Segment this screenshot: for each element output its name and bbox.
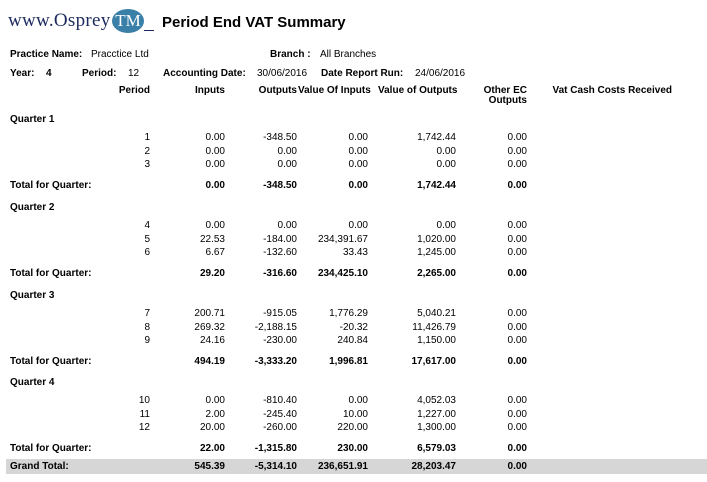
period-cell: 12 (138, 422, 150, 433)
col-value-outputs: Value of Outputs (378, 85, 458, 96)
quarter-name: Quarter 1 (10, 114, 55, 125)
osprey-logo (8, 8, 150, 34)
year-label: Year: (10, 68, 35, 79)
total-value-outputs: 2,265.00 (417, 268, 456, 279)
col-other-ec: Other EC (483, 85, 527, 96)
value-inputs-cell: 0.00 (348, 395, 368, 406)
value-inputs-cell: 220.00 (337, 422, 368, 433)
table-row (0, 247, 707, 261)
logo-underline (144, 30, 154, 31)
inputs-cell: 200.71 (194, 308, 225, 319)
value-inputs-cell: -20.32 (339, 321, 368, 333)
branch-value: All Branches (320, 49, 377, 60)
quarter-total-label: Total for Quarter: (10, 268, 92, 279)
outputs-cell: 0.00 (277, 145, 297, 157)
total-other-ec: 0.00 (507, 443, 527, 454)
value-inputs-cell: 1,776.29 (329, 308, 368, 319)
period-cell: 8 (144, 321, 150, 333)
value-outputs-cell: 1,245.00 (417, 247, 456, 258)
quarter-name: Quarter 3 (10, 290, 55, 301)
total-outputs: -1,315.80 (254, 443, 297, 454)
period-cell: 11 (139, 408, 150, 420)
outputs-cell: -132.60 (263, 247, 297, 258)
quarter-heading (0, 290, 707, 304)
period-cell: 3 (144, 159, 150, 170)
outputs-cell: -915.05 (263, 308, 297, 319)
inputs-cell: 0.00 (205, 159, 225, 170)
inputs-cell: 0.00 (205, 132, 225, 143)
total-other-ec: 0.00 (507, 180, 527, 191)
total-value-inputs: 230.00 (337, 443, 368, 454)
quarter-total-row (0, 356, 707, 370)
total-value-inputs: 1,996.81 (329, 356, 368, 367)
total-other-ec: 0.00 (507, 356, 527, 367)
value-inputs-cell: 10.00 (342, 408, 368, 420)
period-value: 12 (128, 68, 140, 79)
inputs-cell: 22.53 (199, 233, 225, 245)
inputs-cell: 0.00 (205, 145, 225, 157)
value-outputs-cell: 5,040.21 (417, 308, 456, 319)
value-outputs-cell: 1,150.00 (417, 335, 456, 346)
table-row (0, 322, 707, 336)
inputs-cell: 24.16 (199, 335, 225, 346)
outputs-cell: -230.00 (263, 335, 297, 346)
table-row (0, 234, 707, 248)
quarter-total-label: Total for Quarter: (10, 443, 92, 454)
period-label: Period: (82, 68, 117, 79)
outputs-cell: -348.50 (263, 132, 297, 143)
period-cell: 6 (144, 247, 150, 258)
table-row (0, 159, 707, 173)
table-row (0, 220, 707, 234)
inputs-cell: 6.67 (205, 247, 225, 258)
col-value-inputs: Value Of Inputs (298, 85, 371, 96)
outputs-cell: 0.00 (277, 159, 297, 170)
branch-label: Branch : (270, 49, 311, 60)
table-row (0, 308, 707, 322)
quarter-total-row (0, 180, 707, 194)
other-ec-cell: 0.00 (507, 321, 527, 333)
outputs-cell: -2,188.15 (254, 321, 297, 333)
outputs-cell: -260.00 (263, 422, 297, 433)
period-cell: 4 (144, 220, 150, 231)
value-outputs-cell: 1,020.00 (417, 233, 456, 245)
other-ec-cell: 0.00 (507, 408, 527, 420)
value-outputs-cell: 1,227.00 (417, 408, 456, 420)
grand-total-outputs: -5,314.10 (254, 461, 297, 472)
period-cell: 7 (144, 308, 150, 319)
value-outputs-cell: 0.00 (436, 145, 456, 157)
outputs-cell: 0.00 (277, 220, 297, 231)
total-inputs: 494.19 (194, 356, 225, 367)
other-ec-cell: 0.00 (507, 247, 527, 258)
value-inputs-cell: 234,391.67 (317, 233, 368, 245)
value-outputs-cell: 11,426.79 (412, 321, 456, 333)
table-row (0, 409, 707, 423)
inputs-cell: 269.32 (194, 321, 225, 333)
value-inputs-cell: 0.00 (348, 145, 368, 157)
grand-total-inputs: 545.39 (194, 461, 225, 472)
inputs-cell: 0.00 (205, 395, 225, 406)
other-ec-cell: 0.00 (507, 159, 527, 170)
total-inputs: 22.00 (199, 443, 225, 454)
quarter-total-row (0, 268, 707, 282)
date-report-run-value: 24/06/2016 (415, 68, 466, 79)
other-ec-cell: 0.00 (507, 220, 527, 231)
grand-total-value-outputs: 28,203.47 (411, 461, 456, 472)
quarter-name: Quarter 2 (10, 202, 55, 213)
date-report-run-label: Date Report Run: (321, 68, 404, 79)
quarter-heading (0, 202, 707, 216)
period-cell: 1 (144, 132, 150, 143)
other-ec-cell: 0.00 (507, 308, 527, 319)
period-cell: 10 (138, 395, 150, 406)
table-row (0, 146, 707, 160)
grand-total-other-ec: 0.00 (507, 461, 527, 472)
value-outputs-cell: 0.00 (436, 220, 456, 231)
table-row (0, 335, 707, 349)
other-ec-cell: 0.00 (507, 335, 527, 346)
value-outputs-cell: 4,052.03 (417, 395, 456, 406)
total-inputs: 29.20 (199, 268, 225, 279)
grand-total-label: Grand Total: (10, 461, 69, 472)
value-outputs-cell: 0.00 (436, 159, 456, 170)
other-ec-cell: 0.00 (507, 132, 527, 143)
col-inputs: Inputs (195, 85, 225, 96)
col-period: Period (118, 85, 150, 96)
col-outputs: Outputs (258, 85, 297, 96)
inputs-cell: 20.00 (199, 422, 225, 433)
quarter-heading (0, 377, 707, 391)
value-outputs-cell: 1,300.00 (417, 422, 456, 433)
accounting-date-label: Accounting Date: (163, 68, 246, 79)
quarter-total-row (0, 443, 707, 457)
period-cell: 5 (144, 233, 150, 245)
other-ec-cell: 0.00 (507, 422, 527, 433)
total-value-outputs: 6,579.03 (417, 443, 456, 454)
grand-total-row (6, 459, 707, 474)
table-row (0, 422, 707, 436)
value-inputs-cell: 0.00 (348, 159, 368, 170)
total-outputs: -348.50 (263, 180, 297, 191)
year-value: 4 (46, 68, 52, 79)
total-outputs: -3,333.20 (254, 356, 297, 367)
total-value-inputs: 234,425.10 (317, 268, 368, 279)
col-other-ec-line2: Outputs (488, 95, 527, 106)
total-outputs: -316.60 (263, 268, 297, 279)
outputs-cell: -810.40 (263, 395, 297, 406)
other-ec-cell: 0.00 (507, 395, 527, 406)
value-inputs-cell: 0.00 (348, 220, 368, 231)
col-vat-cash: Vat Cash Costs Received (552, 85, 672, 96)
report-title: Period End VAT Summary (162, 14, 346, 31)
quarter-total-label: Total for Quarter: (10, 180, 92, 191)
total-value-outputs: 17,617.00 (411, 356, 456, 367)
value-inputs-cell: 0.00 (348, 132, 368, 143)
column-header-row-2 (0, 95, 707, 109)
other-ec-cell: 0.00 (507, 233, 527, 245)
quarter-total-label: Total for Quarter: (10, 356, 92, 367)
accounting-date-value: 30/06/2016 (257, 68, 308, 79)
logo-text: www.Osprey (8, 10, 111, 31)
table-row (0, 132, 707, 146)
inputs-cell: 0.00 (205, 220, 225, 231)
period-cell: 9 (144, 335, 150, 346)
quarter-name: Quarter 4 (10, 377, 55, 388)
other-ec-cell: 0.00 (507, 145, 527, 157)
total-other-ec: 0.00 (507, 268, 527, 279)
total-inputs: 0.00 (205, 180, 225, 191)
total-value-outputs: 1,742.44 (417, 180, 456, 191)
practice-label: Practice Name: (10, 49, 83, 60)
practice-value: Pracctice Ltd (91, 49, 149, 60)
quarter-heading (0, 114, 707, 128)
outputs-cell: -184.00 (263, 233, 297, 245)
table-row (0, 395, 707, 409)
outputs-cell: -245.40 (263, 408, 297, 420)
logo-mark: TM (112, 9, 144, 33)
period-cell: 2 (144, 145, 150, 157)
value-inputs-cell: 240.84 (337, 335, 368, 346)
inputs-cell: 2.00 (205, 408, 225, 420)
value-outputs-cell: 1,742.44 (417, 132, 456, 143)
total-value-inputs: 0.00 (348, 180, 368, 191)
grand-total-value-inputs: 236,651.91 (317, 461, 368, 472)
value-inputs-cell: 33.43 (342, 247, 368, 258)
